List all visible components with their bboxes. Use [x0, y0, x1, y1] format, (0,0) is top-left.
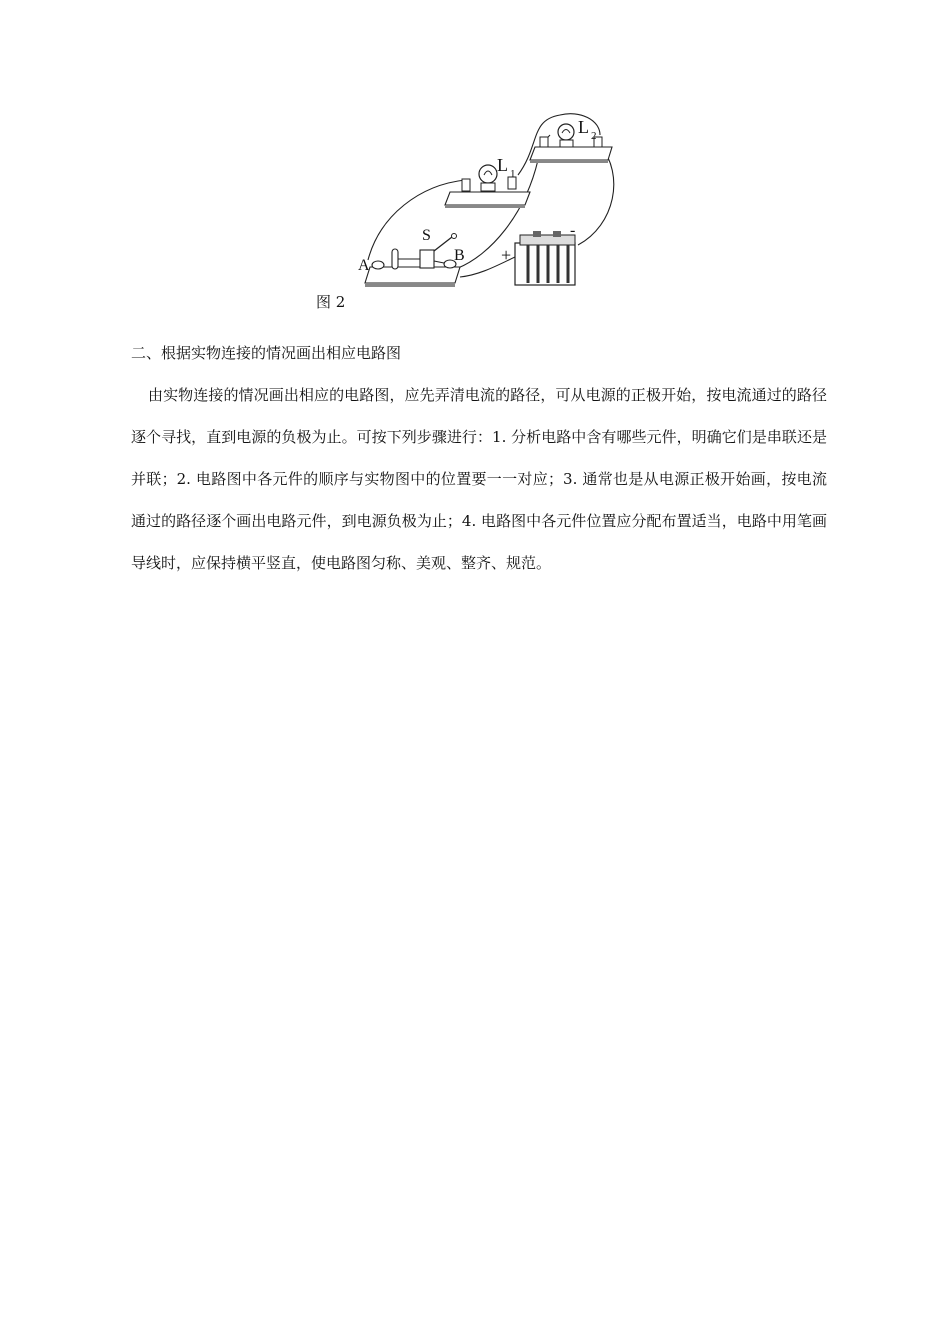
- battery: [515, 231, 575, 285]
- label-l1-subscript: 1: [510, 168, 516, 180]
- switch-lever: [434, 237, 452, 251]
- bulb-l2: [558, 124, 574, 140]
- body-paragraph: 由实物连接的情况画出相应的电路图，应先弄清电流的路径，可从电源的正极开始，按电流通过的路径逐个寻找，直到电源的负极为止。可按下列步骤进行：1. 分析电路中含有哪些元件，明确它们是串联还是并联；2. 电路图中各元件的顺序与实物图中的位置要一一对应；3. 通常也是从电源正极开始画，按电流通过的路径逐个画出电路元件，到电源负极为止；4. 电路图中各元件位置应分配布置适当，电路中用笔画导线时，应保持横平竖直，使电路图匀称、美观、整齐、规范。: [131, 386, 827, 572]
- label-l2-subscript: 2: [591, 130, 597, 142]
- bulb-l1: [479, 165, 497, 183]
- lamp-l1: [445, 165, 530, 208]
- circuit-diagram: [350, 105, 630, 295]
- label-b: B: [454, 247, 465, 264]
- label-l1: L: [497, 155, 508, 175]
- label-l2: L: [578, 117, 589, 137]
- circuit-figure: [350, 105, 630, 295]
- switch-assembly: [365, 234, 460, 288]
- label-s: S: [422, 227, 431, 244]
- figure-caption: 图 2: [316, 293, 346, 311]
- label-plus: +: [501, 245, 512, 265]
- terminal-a: [372, 261, 384, 269]
- label-minus: -: [570, 222, 576, 239]
- label-a: A: [358, 257, 370, 274]
- section-heading: 二、根据实物连接的情况画出相应电路图: [131, 344, 402, 362]
